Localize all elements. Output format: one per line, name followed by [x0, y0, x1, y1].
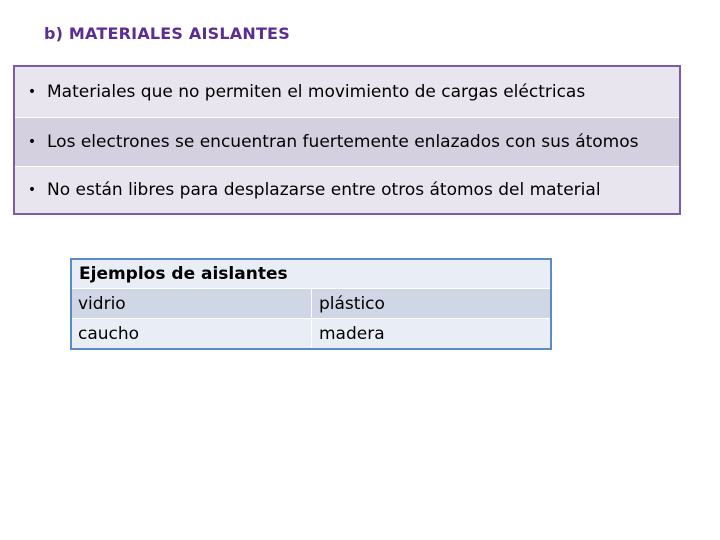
table-row [72, 319, 550, 348]
table-cell: vidrio [72, 289, 312, 318]
bullet-text: Materiales que no permiten el movimiento de cargas eléctricas [47, 82, 586, 102]
bullet-list [13, 65, 681, 215]
examples-table [70, 258, 552, 350]
section-title: b) MATERIALES AISLANTES [44, 24, 290, 43]
bullet-item [15, 166, 679, 213]
bullet-text: Los electrones se encuentran fuertemente enlazados con sus átomos [47, 132, 639, 152]
bullet-dot: • [27, 84, 37, 100]
bullet-dot: • [27, 134, 37, 150]
table-cell: plástico [319, 293, 385, 314]
bullet-item [15, 117, 679, 166]
bullet-dot: • [27, 182, 37, 198]
table-cell: caucho [72, 319, 312, 348]
table-row [72, 289, 550, 319]
bullet-item [15, 67, 679, 117]
bullet-text: No están libres para desplazarse entre otros átomos del material [47, 180, 601, 200]
table-cell: madera [319, 323, 385, 344]
examples-table-header: Ejemplos de aislantes [72, 260, 550, 289]
